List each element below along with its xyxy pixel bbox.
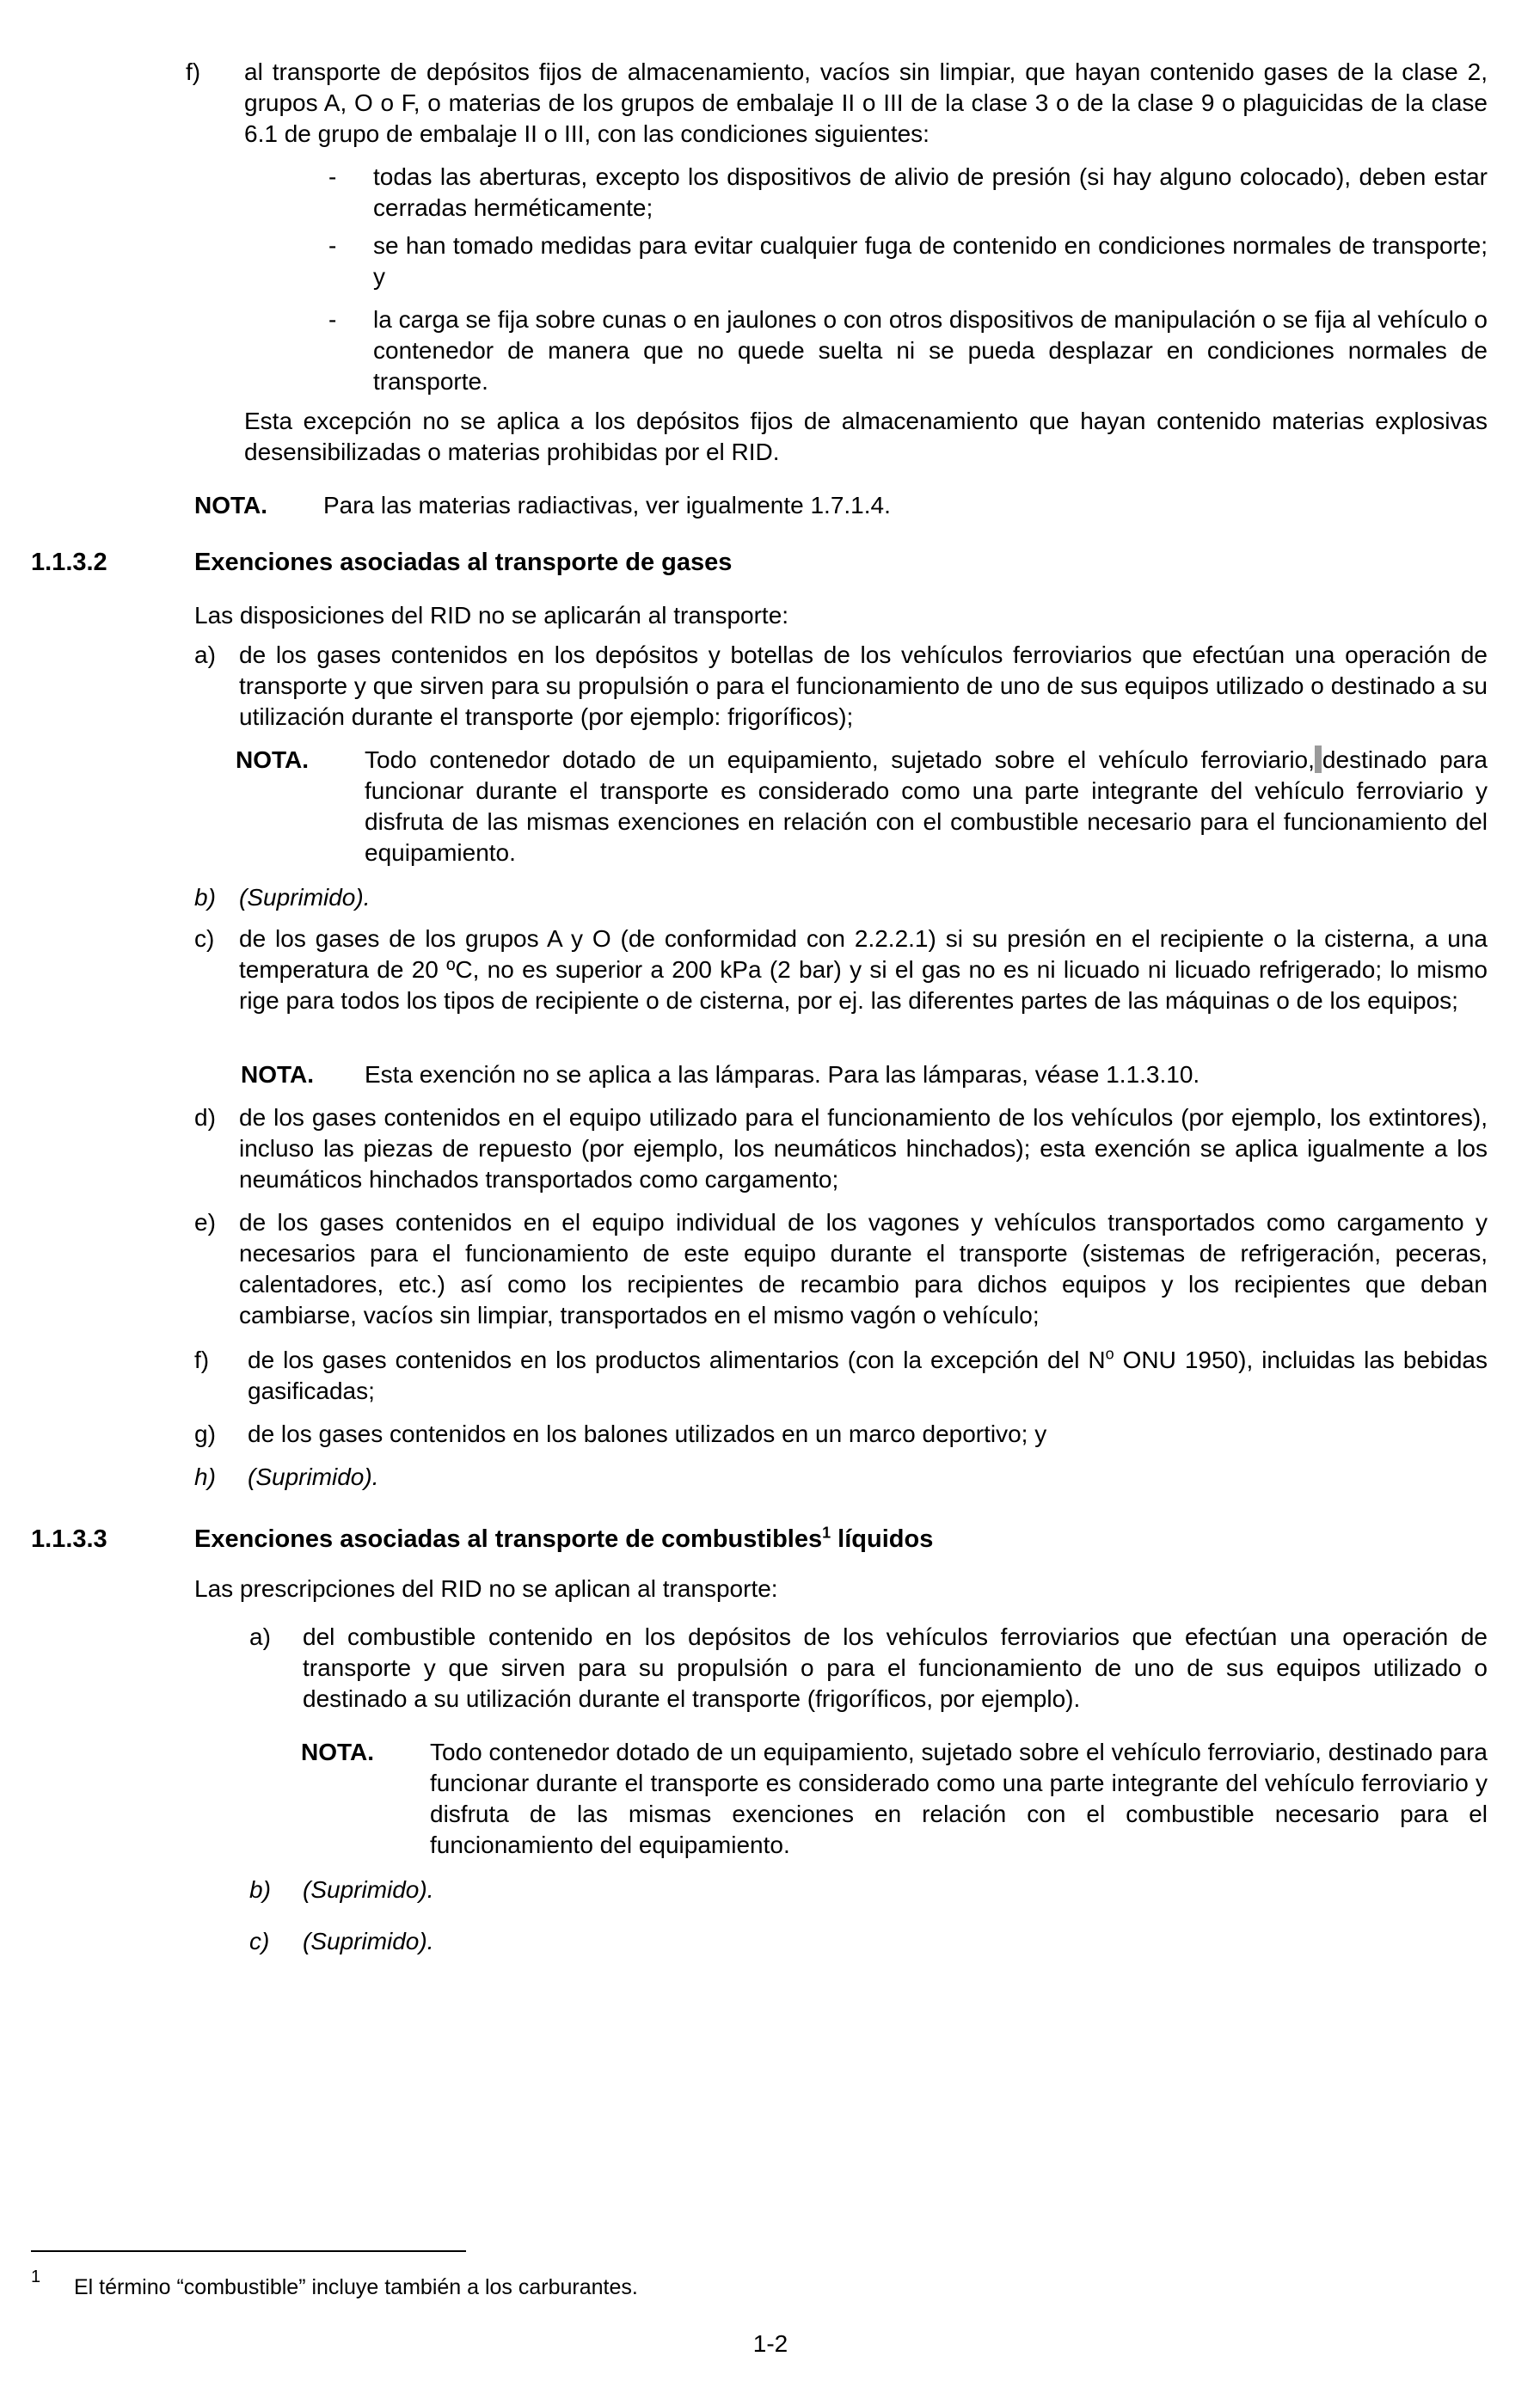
section-intro: Las prescripciones del RID no se aplican al transporte: [194,1575,778,1602]
list-item-text: de los gases de los grupos A y O (de conformidad con 2.2.2.1) si su presión en el recipiente o la cisterna, a una temperatura de 20 ºC, no es superior a 200 kPa (2 bar) y si el gas no es ni licuado ni licuado refrigerado; lo mismo rige para todos los tipos de recipiente o de cisterna, por ej. las diferentes partes de las máquinas o de los equipos; [239,925,1488,1014]
list-marker: a) [249,1623,271,1650]
footnote-number: 1 [31,2267,41,2286]
dash-item-text: todas las aberturas, excepto los dispositivos de alivio de presión (si hay alguno colocado), deben estar cerradas herméticamente; [373,163,1488,221]
list-marker: g) [194,1421,216,1447]
list-item-text: (Suprimido). [303,1928,434,1954]
list-item-text: (Suprimido). [248,1463,379,1490]
note-text: Esta exención no se aplica a las lámparas. Para las lámparas, véase 1.1.3.10. [365,1061,1200,1088]
note-label: NOTA. [301,1739,375,1765]
section-title: Exenciones asociadas al transporte de gases [194,549,733,576]
note-text-part: Todo contenedor dotado de un equipamiento, sujetado sobre el vehículo ferroviario, [365,746,1315,773]
list-item-text: de los gases contenidos en el equipo individual de los vagones y vehículos transportados como cargamento y necesarios para el funcionamiento de este equipo durante el transporte (sistemas de refrigeración, peceras, calentadores, etc.) así como los recipientes de recambio para dichos equipos y los recipientes que deban cambiarse, vacíos sin limpiar, transportados en el mismo vagón o vehículo; [239,1209,1488,1328]
note-text: Todo contenedor dotado de un equipamiento, sujetado sobre el vehículo ferroviario, destinado para funcionar durante el transporte es considerado como una parte integrante del vehículo ferroviario y disfruta de las mismas exenciones en relación con el combustible necesario para el funcionamiento del equipamiento. [430,1739,1488,1858]
text-part: ONU 1950), incluidas las bebidas gasificadas; [248,1347,1488,1404]
note-label: NOTA. [236,746,310,773]
title-part: Exenciones asociadas al transporte de combustibles [194,1525,823,1553]
note-label: NOTA. [241,1061,315,1088]
title-part: líquidos [831,1525,934,1553]
footnote-ref: 1 [822,1524,831,1542]
exception-paragraph: Esta excepción no se aplica a los depósitos fijos de almacenamiento que hayan contenido materias explosivas desensibilizadas o materias prohibidas por el RID. [244,408,1488,465]
section-intro: Las disposiciones del RID no se aplicarán al transporte: [194,602,789,629]
list-marker: d) [194,1104,216,1131]
list-item-text: al transporte de depósitos fijos de almacenamiento, vacíos sin limpiar, que hayan contenido gases de la clase 2, grupos A, O o F, o materias de los grupos de embalaje II o III de la clase 3 o de la clase 9 o plaguicidas de la clase 6.1 de grupo de embalaje II o III, con las condiciones siguientes: [244,58,1488,147]
list-marker: f) [194,1347,210,1373]
dash-item-text: la carga se fija sobre cunas o en jaulones o con otros dispositivos de manipulación o se fija al vehículo o contenedor de manera que no quede suelta ni se pueda desplazar en condiciones normales de transporte. [373,306,1488,395]
list-marker: c) [194,925,215,952]
list-marker: h) [194,1463,216,1490]
section-title [194,1524,933,1555]
section-number: 1.1.3.3 [31,1525,107,1553]
note-text: Para las materias radiactivas, ver igualmente 1.7.1.4. [323,492,891,519]
note-text-part: destinado para funcionar durante el transporte es considerado como una parte integrante del vehículo ferroviario y disfruta de las mismas exenciones en relación con el combustible necesario para el funcionamiento del equipamiento. [365,746,1488,866]
footnote-text: El término “combustible” incluye también a los carburantes. [74,2275,638,2299]
list-marker: e) [194,1209,216,1236]
dash-marker: - [328,306,337,333]
note-text [365,745,1488,868]
list-item-text: del combustible contenido en los depósitos de los vehículos ferroviarios que efectúan una operación de transporte y que sirven para su propulsión o para el funcionamiento de uno de sus equipos utilizado o destinado a su utilización durante el transporte (frigoríficos, por ejemplo). [303,1623,1488,1712]
list-marker: c) [249,1928,270,1954]
list-marker: f) [186,58,201,85]
superscript: o [1105,1345,1114,1363]
list-item-text: de los gases contenidos en el equipo utilizado para el funcionamiento de los vehículos (por ejemplo, los extintores), incluso las piezas de repuesto (por ejemplo, los neumáticos hinchados); esta exención se aplica igualmente a los neumáticos hinchados transportados como cargamento; [239,1104,1488,1193]
list-marker: b) [249,1876,271,1903]
note-label: NOTA. [194,492,268,519]
page-number: 1-2 [752,2330,788,2357]
text-cursor-icon [1315,746,1322,773]
list-item-text: (Suprimido). [239,884,371,911]
dash-marker: - [328,232,337,259]
list-item-text [248,1345,1488,1407]
list-marker: b) [194,884,216,911]
dash-item-text: se han tomado medidas para evitar cualquier fuga de contenido en condiciones normales de transporte; y [373,232,1488,290]
dash-marker: - [328,163,337,190]
text-part: de los gases contenidos en los productos alimentarios (con la excepción del N [248,1347,1106,1373]
list-item-text: de los gases contenidos en los depósitos y botellas de los vehículos ferroviarios que efectúan una operación de transporte y que sirven para su propulsión o para el funcionamiento de uno de sus equipos utilizado o destinado a su utilización durante el transporte (por ejemplo: frigoríficos); [239,641,1488,730]
list-marker: a) [194,641,216,668]
list-item-text: de los gases contenidos en los balones utilizados en un marco deportivo; y [248,1421,1047,1447]
section-number: 1.1.3.2 [31,549,107,576]
list-item-text: (Suprimido). [303,1876,434,1903]
footnote-separator [31,2250,466,2252]
